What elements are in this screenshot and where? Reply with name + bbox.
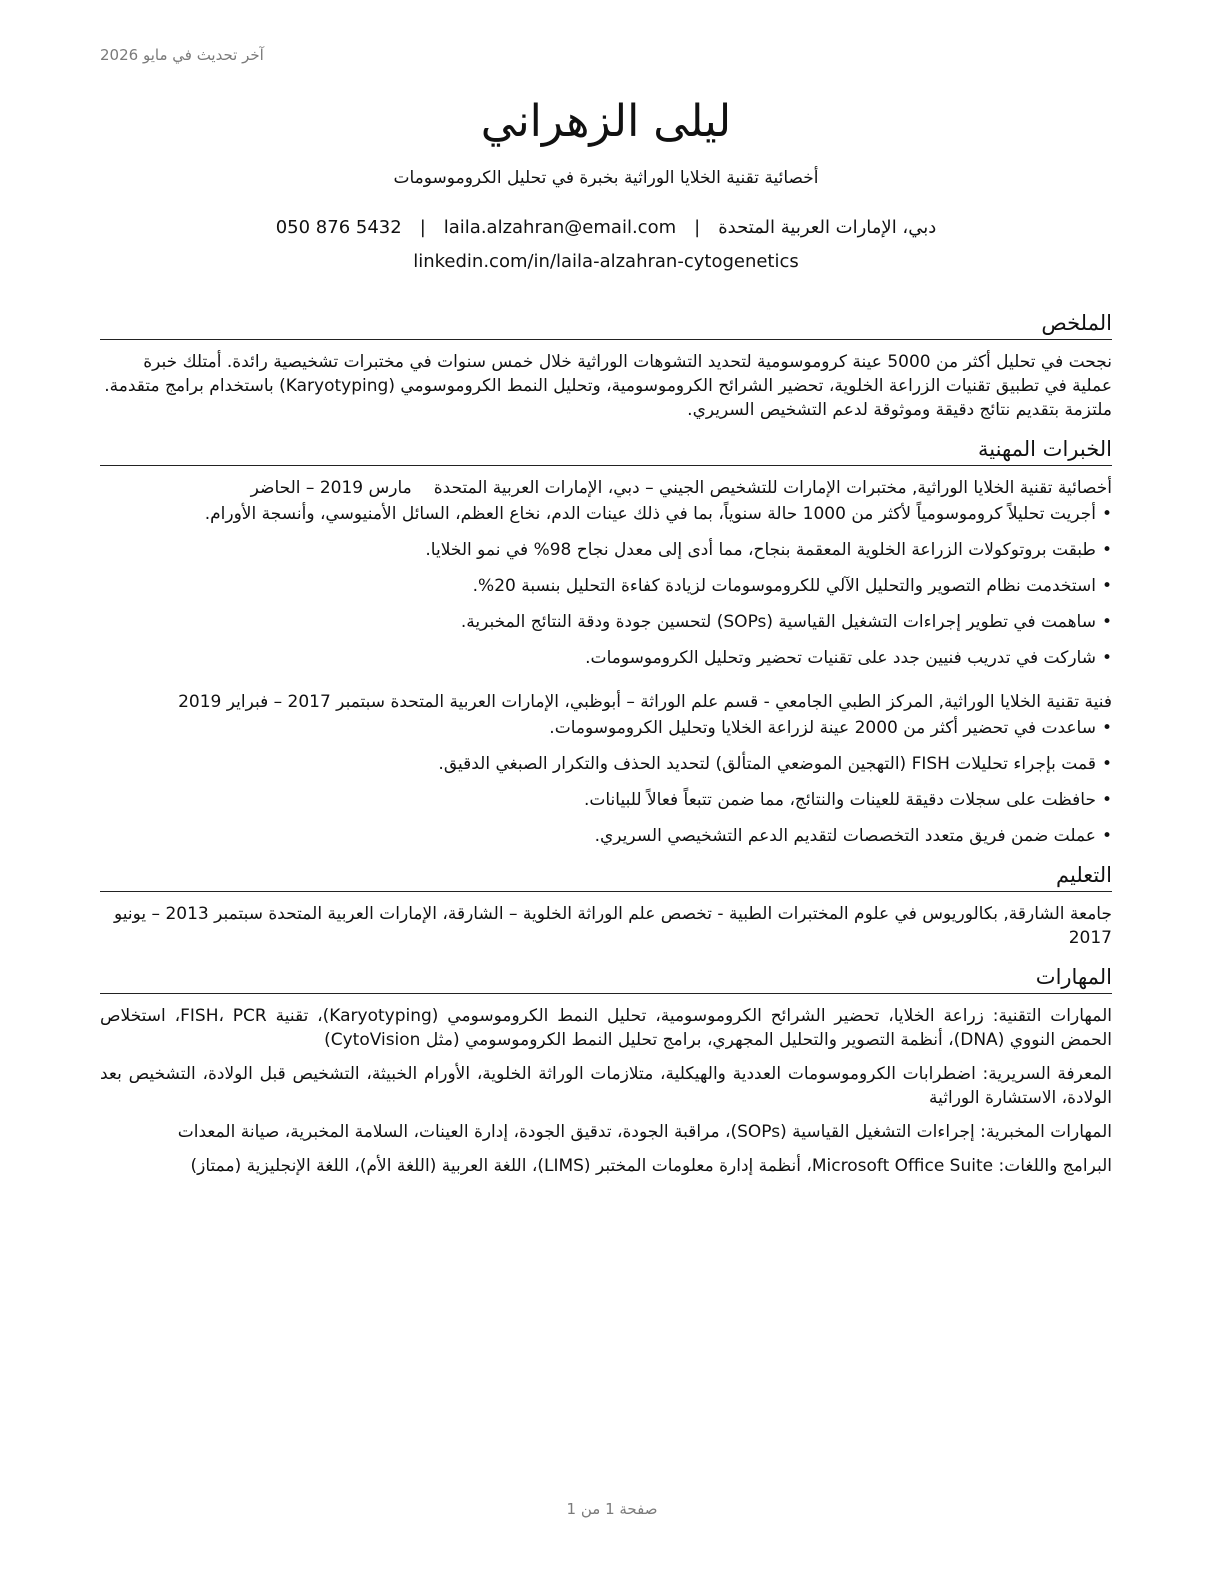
resume-page	[100, 0, 1112, 1584]
skills-clinical: المعرفة السريرية: اضطرابات الكروموسومات العددية والهيكلية، متلازمات الوراثة الخلوية، الأورام الخبيثة، التشخيص قبل الولادة، التشخيص بعد الولادة، الاستشارة الوراثية	[100, 1064, 1112, 1108]
phone-number: 050 876 5432	[275, 217, 402, 238]
last-updated-note: آخر تحديث في مايو 2026	[100, 46, 264, 64]
list-item: •عملت ضمن فريق متعدد التخصصات لتقديم الدعم التشخيصي السريري.	[594, 826, 1112, 846]
skills-software-languages: البرامج واللغات: Microsoft Office Suite، أنظمة إدارة معلومات المختبر (LIMS)، اللغة العربية (اللغة الأم)، اللغة الإنجليزية (ممتاز)	[190, 1156, 1112, 1176]
education-heading: التعليم	[100, 860, 1112, 892]
list-item: •شاركت في تدريب فنيين جدد على تقنيات تحضير وتحليل الكروموسومات.	[585, 648, 1112, 668]
skills-section	[100, 962, 1112, 1178]
list-item: •ساعدت في تحضير أكثر من 2000 عينة لزراعة الخلايا وتحليل الكروموسومات.	[549, 718, 1112, 738]
job-dates: سبتمبر 2017 – فبراير 2019	[178, 692, 386, 712]
job-title-company: فنية تقنية الخلايا الوراثية, المركز الطبي الجامعي - قسم علم الوراثة – أبوظبي، الإمارات العربية المتحدة	[390, 692, 1112, 712]
skills-laboratory: المهارات المخبرية: إجراءات التشغيل القياسية (SOPs)، مراقبة الجودة، تدقيق الجودة، إدارة العينات، السلامة المخبرية، صيانة المعدات	[177, 1122, 1112, 1142]
job-entry	[100, 690, 1112, 848]
skills-heading: المهارات	[100, 962, 1112, 994]
list-item: •ساهمت في تطوير إجراءات التشغيل القياسية (SOPs) لتحسين جودة ودقة النتائج المخبرية.	[460, 612, 1112, 632]
experience-section	[100, 434, 1112, 848]
job-bullets	[100, 716, 1112, 848]
email-link[interactable]: laila.alzahran@email.com	[443, 217, 677, 238]
list-item: •أجريت تحليلاً كروموسومياً لأكثر من 1000 حالة سنوياً، بما في ذلك عينات الدم، نخاع العظم، السائل الأمنيوسي، وأنسجة الأورام.	[204, 504, 1112, 524]
linkedin-link[interactable]: linkedin.com/in/laila-alzahran-cytogenetics	[413, 251, 799, 272]
candidate-headline: أخصائية تقنية الخلايا الوراثية بخبرة في تحليل الكروموسومات	[393, 168, 819, 188]
job-bullets	[100, 502, 1112, 670]
list-item: •طبقت بروتوكولات الزراعة الخلوية المعقمة بنجاح، مما أدى إلى معدل نجاح 98% في نمو الخلايا.	[425, 540, 1112, 560]
education-entry	[100, 902, 1112, 950]
list-item: •قمت بإجراء تحليلات FISH (التهجين الموضعي المتألق) لتحديد الحذف والتكرار الصبغي الدقيق.	[438, 754, 1112, 774]
summary-heading: الملخص	[100, 308, 1112, 340]
experience-heading: الخبرات المهنية	[100, 434, 1112, 466]
education-section	[100, 860, 1112, 950]
contact-separator: |	[419, 217, 426, 238]
job-entry	[100, 476, 1112, 670]
list-item: •حافظت على سجلات دقيقة للعينات والنتائج، مما ضمن تتبعاً فعالاً للبيانات.	[583, 790, 1112, 810]
education-dates: سبتمبر 2013 – يونيو 2017	[113, 904, 1112, 948]
job-dates: مارس 2019 – الحاضر	[250, 478, 412, 498]
job-title-company: أخصائية تقنية الخلايا الوراثية, مختبرات الإمارات للتشخيص الجيني – دبي، الإمارات العربية المتحدة	[433, 478, 1112, 498]
summary-text: نجحت في تحليل أكثر من 5000 عينة كروموسومية لتحديد التشوهات الوراثية خلال خمس سنوات في مختبرات تشخيصية رائدة. أمتلك خبرة عملية في تطبيق تقنيات الزراعة الخلوية، تحضير الشرائح الكروموسومية، وتحليل النمط الكروموسومي (Karyotyping) باستخدام برامج متقدمة. ملتزمة بتقديم نتائج دقيقة وموثوقة لدعم التشخيص السريري.	[104, 352, 1112, 420]
summary-section	[100, 308, 1112, 422]
contact-separator: |	[694, 217, 701, 238]
location-text: دبي، الإمارات العربية المتحدة	[718, 217, 937, 238]
education-institution: جامعة الشارقة, بكالوريوس في علوم المختبرات الطبية - تخصص علم الوراثة الخلوية – الشارقة، الإمارات العربية المتحدة	[268, 904, 1112, 924]
page-number: صفحة 1 من 1	[566, 1500, 658, 1518]
resume-header	[100, 92, 1112, 274]
contact-line	[100, 216, 1112, 240]
candidate-name: ليلى الزهراني	[480, 96, 732, 147]
resume-body	[100, 308, 1112, 1190]
job-heading	[100, 476, 1112, 500]
job-heading	[100, 690, 1112, 714]
list-item: •استخدمت نظام التصوير والتحليل الآلي للكروموسومات لزيادة كفاءة التحليل بنسبة 20%.	[472, 576, 1112, 596]
skills-technical: المهارات التقنية: زراعة الخلايا، تحضير الشرائح الكروموسومية، تحليل النمط الكروموسومي (Karyotyping)، تقنية FISH، PCR، استخلاص الحمض النووي (DNA)، أنظمة التصوير والتحليل المجهري، برامج تحليل النمط الكروموسومي (مثل CytoVision)	[100, 1006, 1112, 1050]
